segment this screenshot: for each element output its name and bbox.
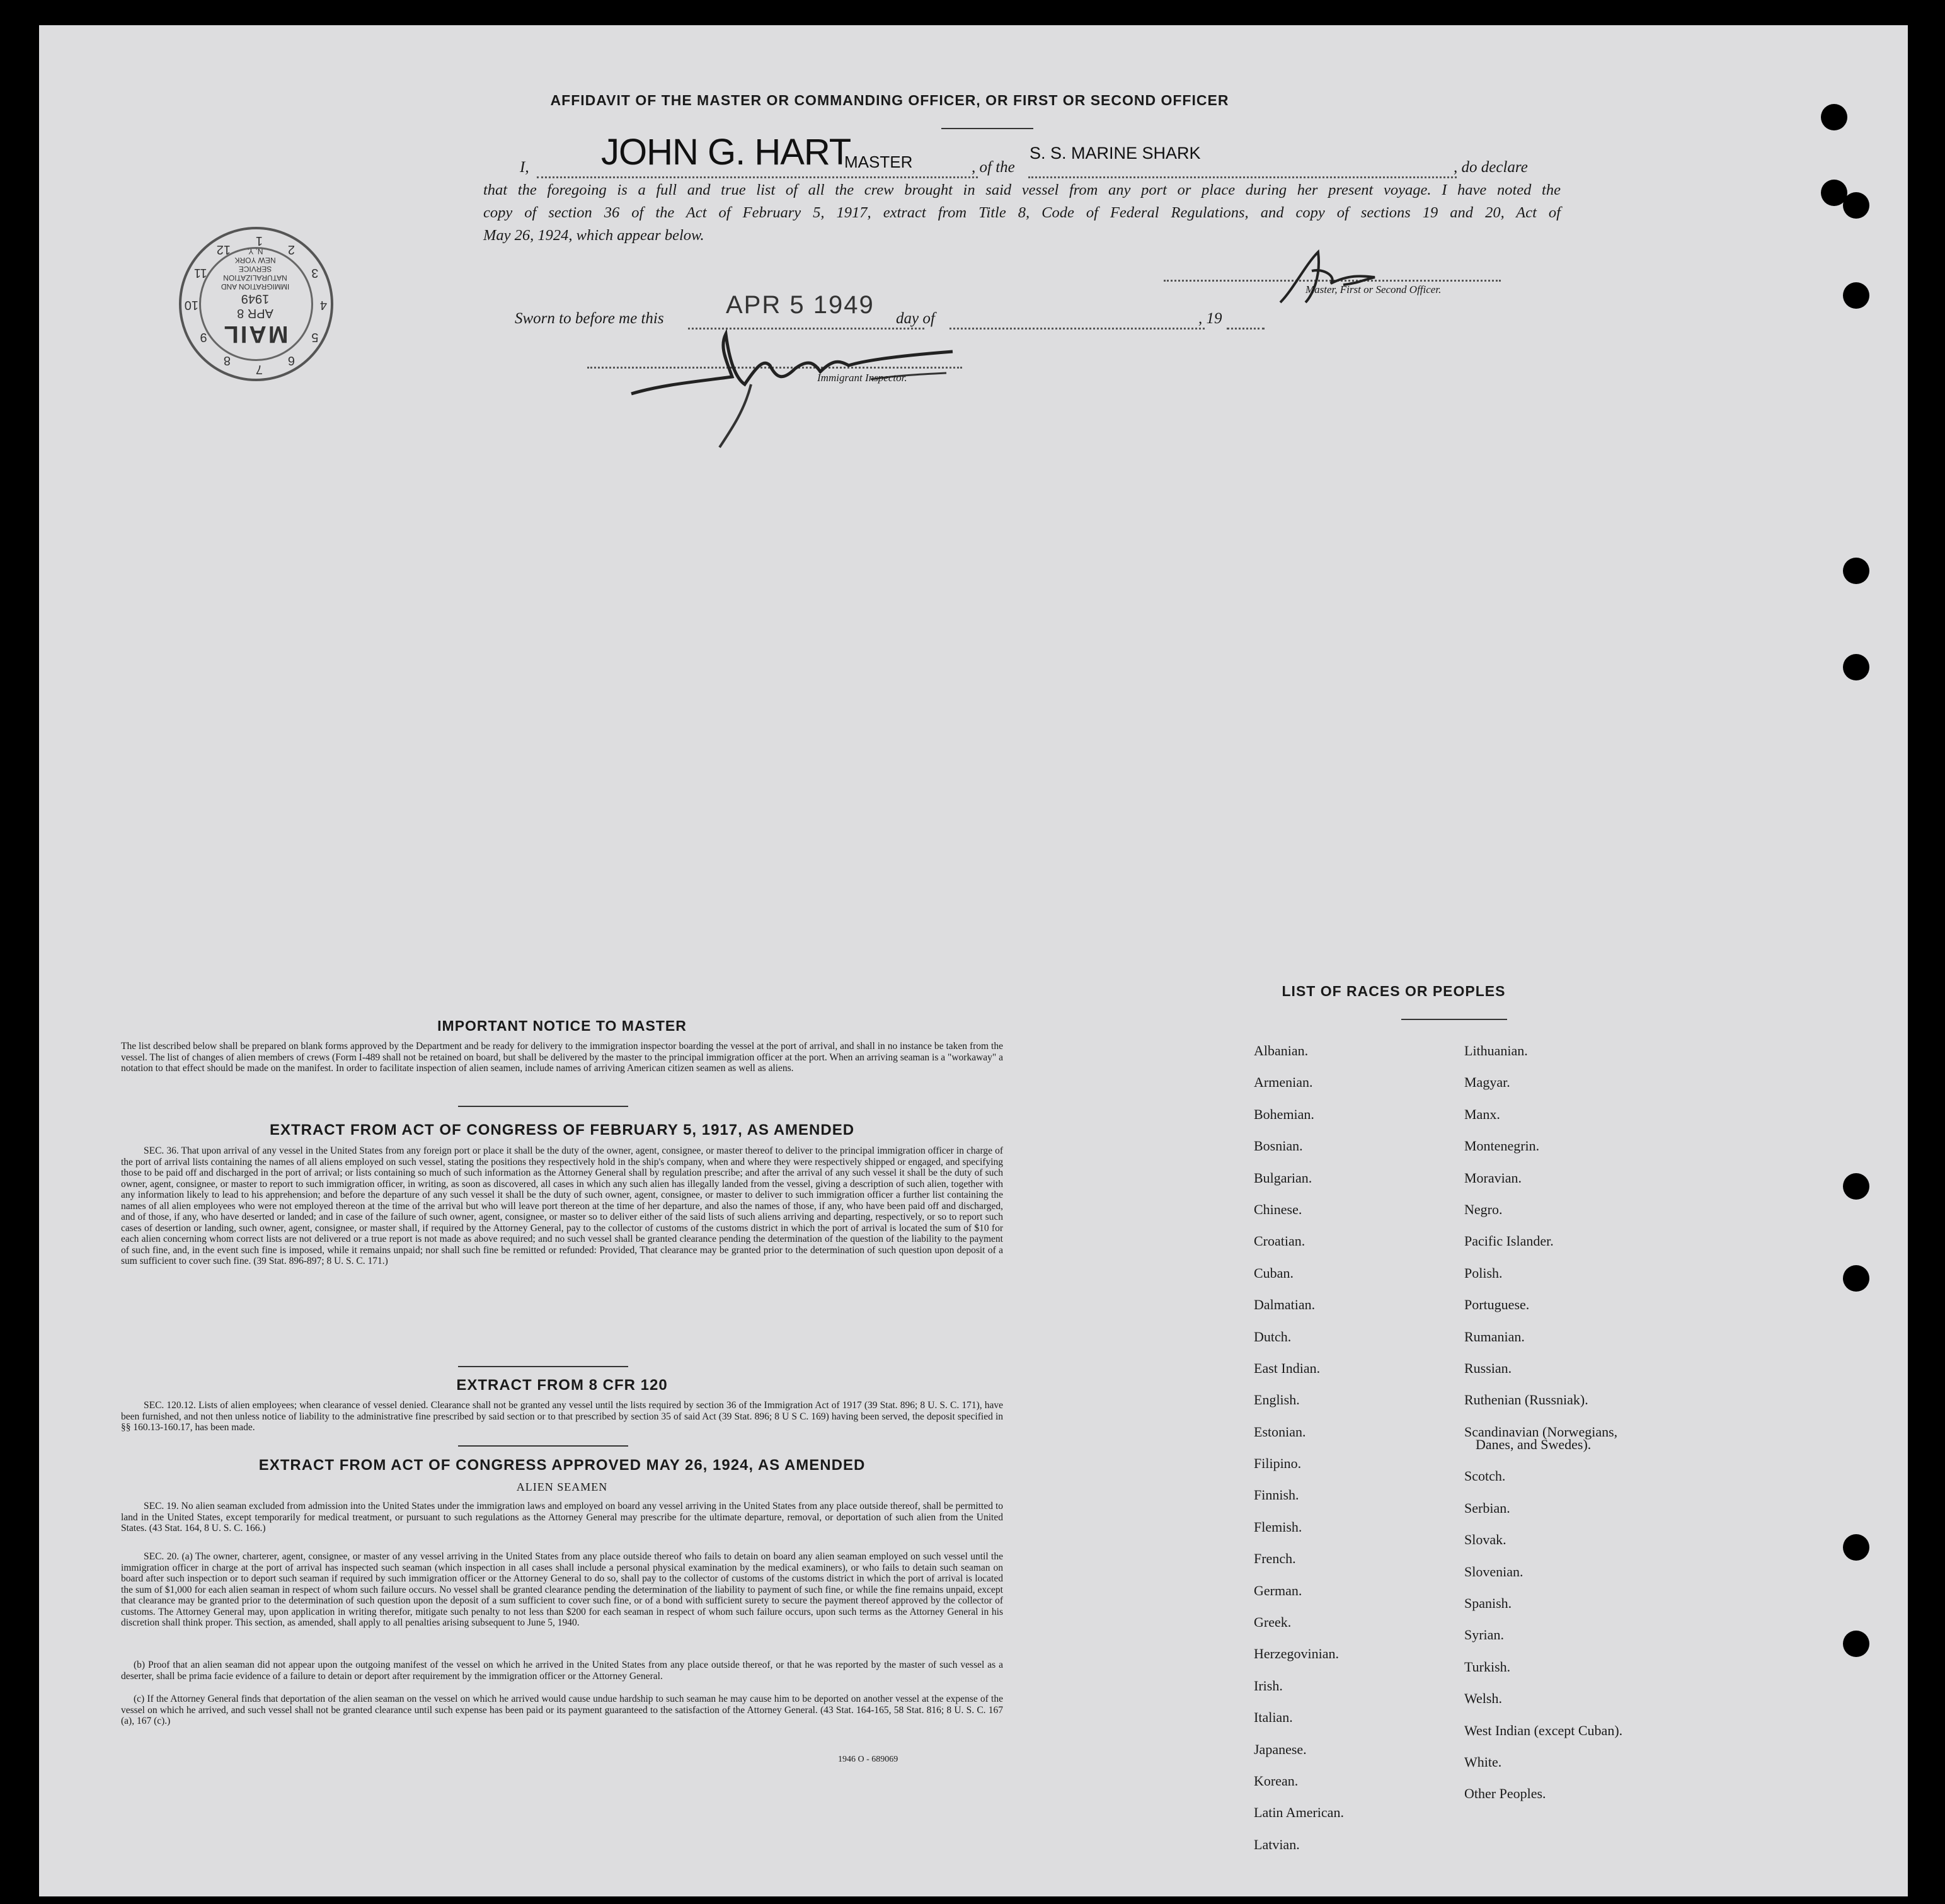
extract-cfr-title: EXTRACT FROM 8 CFR 120 xyxy=(456,1377,668,1394)
master-caption: Master, First or Second Officer. xyxy=(1305,284,1442,295)
year-prefix: , 19 xyxy=(1198,310,1222,327)
race-item: Pacific Islander. xyxy=(1464,1233,1554,1249)
affidavit-pronoun: I, xyxy=(520,159,529,176)
punch-hole xyxy=(1843,654,1869,680)
races-title: LIST OF RACES OR PEOPLES xyxy=(1282,983,1506,999)
notice-body: The list described below shall be prepared on blank forms approved by the Department and be ready for delivery to the immigration inspector boarding the vessel at the port of arrival, and shall in no instance be taken from the vessel. The list of changes of alien members of crews (Form I-489 shall not be retained on board, but shall be delivered by the master to the principal immigration officer at the port. When an arriving seaman is a "workaway" a notation to that effect should be made on the manifest. In order to facilitate inspection of alien seamen, include names of arriving American citizen seamen as well as aliens. xyxy=(121,1041,1003,1074)
sec-20b-body: (b) Proof that an alien seaman did not appear upon the outgoing manifest of the vessel on which he arrived in the United States from any place outside thereof, or that he was reported by the master of such vessel as a deserter, shall be prima facie evidence of a failure to detain or deport after requirement by the immigration officer or the Attorney General. xyxy=(121,1660,1003,1682)
race-item: Bulgarian. xyxy=(1254,1169,1312,1186)
race-item: East Indian. xyxy=(1254,1360,1321,1376)
sec-20c-body: (c) If the Attorney General finds that deportation of the alien seaman on the vessel on which he arrived would cause undue hardship to such seaman he may cause him to be deported on another vessel at the expense of the vessel on which he arrived, and such vessel shall not be granted clearance until such expense has been paid or its payment guaranteed to the satisfaction of the Attorney General. (43 Stat. 164-165, 58 Stat. 816; 8 U. S. C. 167 (a), 167 (c).) xyxy=(121,1694,1003,1726)
race-item: Latvian. xyxy=(1254,1836,1300,1852)
punch-hole xyxy=(1843,192,1869,219)
stamp-line-7: NEW YORK xyxy=(234,256,276,265)
race-item: Lithuanian. xyxy=(1464,1043,1528,1058)
stamp-line-8: N. Y. xyxy=(247,247,263,256)
inspector-caption: Immigrant Inspector. xyxy=(817,372,907,384)
print-code: 1946 O - 689069 xyxy=(838,1755,898,1764)
stamp-hour: 4 xyxy=(319,298,327,312)
race-item: Slovak. xyxy=(1464,1532,1506,1548)
extract-1924-subtitle: ALIEN SEAMEN xyxy=(516,1481,608,1493)
race-item: Other Peoples. xyxy=(1464,1786,1546,1802)
race-item: Bosnian. xyxy=(1254,1138,1303,1154)
stamp-line-5: NATURALIZATION xyxy=(223,273,287,282)
sworn-date-stamp: APR 5 1949 xyxy=(726,291,875,319)
races-rule xyxy=(1401,1019,1507,1020)
stamp-hour: 11 xyxy=(193,266,207,280)
race-item: Slovenian. xyxy=(1464,1563,1523,1580)
affidavit-line-3: May 26, 1924, which appear below. xyxy=(483,227,704,244)
race-item: Armenian. xyxy=(1254,1074,1313,1091)
punch-hole xyxy=(1821,104,1847,130)
race-item: Estonian. xyxy=(1254,1423,1306,1440)
race-item: Magyar. xyxy=(1464,1074,1510,1091)
race-item: French. xyxy=(1254,1551,1296,1567)
race-item: English. xyxy=(1254,1392,1300,1408)
race-item: Italian. xyxy=(1254,1709,1293,1726)
stamp-line-4: IMMIGRATION AND xyxy=(221,282,290,291)
race-item: Syrian. xyxy=(1464,1627,1504,1643)
race-item: Korean. xyxy=(1254,1772,1299,1789)
race-item: Japanese. xyxy=(1254,1741,1307,1757)
race-item: Flemish. xyxy=(1254,1518,1302,1535)
inspector-signature xyxy=(625,321,978,460)
race-item: Manx. xyxy=(1464,1106,1500,1122)
title-rule xyxy=(941,128,1033,129)
stamp-hour: 2 xyxy=(287,242,295,256)
notice-rule xyxy=(458,1106,628,1107)
race-item: Greek. xyxy=(1254,1614,1292,1631)
race-item: Portuguese. xyxy=(1464,1297,1530,1313)
races-column-1 xyxy=(1254,1041,1344,1867)
do-declare-label: , do declare xyxy=(1454,159,1528,176)
sec-20a-body: SEC. 20. (a) The owner, charterer, agent, consignee, or master of any vessel arriving in the United States from any place outside thereof who fails to detain on board any alien seaman employed on such vessel until the immigration officer in charge at the port of arrival has inspected such seaman (which inspection in all cases shall include a personal physical examination by the medical examiners), or who fails to detain such seaman on board after such inspection or to deport such seaman if required by such immigration officer or the Attorney General to do so, shall pay to the collector of customs of the customs district in which the port of arrival is located the sum of $1,000 for each alien seaman in respect of whom such failure occurs. No vessel shall be granted clearance pending the determination of the liability to payment of such fine, or while the fine remains unpaid, except that clearance may be granted prior to the determination of such question upon the deposit of a sum sufficient to cover such fine, or of a bond with sufficient surety to secure the payment thereof approved by the collector of customs. The Attorney General may, upon application in writing therefor, mitigate such penalty to not less than $200 for each seaman in respect of whom such failure occurs, upon such terms as the Attorney General in his discretion shall think proper. This section, as amended, shall apply to all penalties arising subsequent to June 5, 1940. xyxy=(121,1551,1003,1628)
stamp-hour: 10 xyxy=(184,298,198,312)
race-item: Moravian. xyxy=(1464,1169,1522,1186)
race-item: Finnish. xyxy=(1254,1487,1299,1503)
sworn-label: Sworn to before me this xyxy=(515,310,664,327)
notice-title: IMPORTANT NOTICE TO MASTER xyxy=(437,1018,687,1034)
race-item: Herzegovinian. xyxy=(1254,1646,1339,1662)
race-item: West Indian (except Cuban). xyxy=(1464,1722,1623,1738)
document-page xyxy=(39,25,1908,1896)
stamp-hour: 1 xyxy=(255,234,263,248)
affidavit-line-1: that the foregoing is a full and true list of all the crew brought in said vessel from any port or place during her present voyage. I have noted the xyxy=(483,181,1561,198)
master-signature xyxy=(1268,239,1406,309)
stamp-text-block xyxy=(205,247,306,347)
race-item: Negro. xyxy=(1464,1201,1503,1217)
affidavit-title: AFFIDAVIT OF THE MASTER OR COMMANDING OFFICER, OR FIRST OR SECOND OFFICER xyxy=(550,92,1229,108)
extract-1924-title: EXTRACT FROM ACT OF CONGRESS APPROVED MAY 26, 1924, AS AMENDED xyxy=(258,1457,866,1474)
race-item: Welsh. xyxy=(1464,1690,1502,1707)
stamp-line-2: APR 8 xyxy=(237,306,273,320)
race-item: Cuban. xyxy=(1254,1265,1294,1281)
race-item: Bohemian. xyxy=(1254,1106,1314,1122)
race-item: Ruthenian (Russniak). xyxy=(1464,1392,1588,1408)
stamp-line-1: MAIL xyxy=(222,321,289,347)
punch-hole xyxy=(1843,1534,1869,1561)
race-item: Chinese. xyxy=(1254,1201,1302,1217)
extract-1917-rule xyxy=(458,1366,628,1367)
race-item: Montenegrin. xyxy=(1464,1138,1540,1154)
year-line xyxy=(1227,328,1265,330)
punch-hole xyxy=(1843,1173,1869,1200)
month-line xyxy=(950,328,1205,330)
stamp-hour: 12 xyxy=(216,242,231,256)
race-item: Rumanian. xyxy=(1464,1328,1525,1345)
race-item: Dutch. xyxy=(1254,1328,1292,1345)
stamp-hour: 6 xyxy=(287,353,295,368)
extract-1917-body: SEC. 36. That upon arrival of any vessel in the United States from any foreign port or place it shall be the duty of the owner, agent, consignee, or master thereof to deliver to the principal immigration officer in charge of the port of arrival lists containing the names of all aliens employed on such vessel, stating the positions they respectively hold in the ship's company, when and where they were respectively shipped or engaged, and specifying those to be paid off and discharged in the port of arrival; or lists containing so much of such information as the Attorney General shall by regulation prescribe; and after the arrival of any such vessel it shall be the duty of such owner, agent, consignee, or master to report to such immigration officer, in writing, as soon as discovered, all cases in which any such alien has illegally landed from the vessel, giving a description of such alien, together with any information likely to lead to his apprehension; and before the departure of any such vessel it shall be the duty of such owner, agent, consignee, or master to deliver to such immigration officer a further list containing the names of all alien employees who were not employed thereon at the time of the arrival but who will leave port thereon at the time of her departure, and also the names of those, if any, who have been paid off and discharged, and of those, if any, who have deserted or landed; and in case of the failure of such owner, agent, consignee, or master so to deliver either of the said lists of such aliens arriving and departing, respectively, or so to report such cases of desertion or landing, such owner, agent, consignee, or master shall, if required by the Attorney General, pay to the collector of customs of the customs district in which the port of arrival is located the sum of $10 for each alien concerning whom correct lists are not delivered or a true report is not made as above required; and no such vessel shall be granted clearance pending the determination of the question of the liability to the payment of such fine, and, in the event such fine is imposed, while it remains unpaid; nor shall such fine be remitted or refunded: Provided, That clearance may be granted prior to the determination of such question upon deposit of a sum sufficient to cover such fine. (39 Stat. 896-897; 8 U. S. C. 171.) xyxy=(121,1145,1003,1266)
race-item: German. xyxy=(1254,1582,1302,1598)
race-item: Croatian. xyxy=(1254,1233,1305,1249)
stamp-line-6: SERVICE xyxy=(238,265,272,273)
race-item: Scandinavian (Norwegians, xyxy=(1464,1423,1618,1440)
stamp-hour: 5 xyxy=(311,330,319,344)
receipt-stamp xyxy=(179,227,333,381)
punch-hole xyxy=(1843,1265,1869,1292)
race-item: Dalmatian. xyxy=(1254,1297,1316,1313)
master-name: JOHN G. HART xyxy=(601,132,851,173)
stamp-hour: 3 xyxy=(311,266,319,280)
race-item: Scotch. xyxy=(1464,1468,1506,1484)
vessel-name: S. S. MARINE SHARK xyxy=(1030,144,1201,163)
master-rank: MASTER xyxy=(844,152,913,171)
extract-cfr-rule xyxy=(458,1445,628,1447)
day-of-label: day of xyxy=(896,310,935,327)
race-item: Albanian. xyxy=(1254,1043,1309,1058)
race-item: White. xyxy=(1464,1753,1502,1770)
race-item: Polish. xyxy=(1464,1265,1503,1281)
punch-hole xyxy=(1843,282,1869,309)
race-item: Irish. xyxy=(1254,1677,1283,1694)
stamp-hour: 7 xyxy=(255,362,263,376)
stamp-hour: 8 xyxy=(223,353,231,368)
punch-hole xyxy=(1843,1631,1869,1657)
extract-cfr-body: SEC. 120.12. Lists of alien employees; when clearance of vessel denied. Clearance shall not be granted any vessel until the lists required by section 36 of the Immigration Act of 1917 (39 Stat. 896; 8 U. S. C. 171), have been furnished, and not then unless notice of liability to the administrative fine prescribed by said section or to that prescribed by section 35 of said Act (39 Stat. 896; 8 U S C. 169) having been served, the deposit specified in §§ 160.13-160.17, has been made. xyxy=(121,1400,1003,1433)
race-item: Turkish. xyxy=(1464,1658,1511,1675)
race-item: Spanish. xyxy=(1464,1595,1512,1612)
sec-19-body: SEC. 19. No alien seaman excluded from admission into the United States under the immigration laws and employed on board any vessel arriving in the United States from any place outside thereof, shall be permitted to land in the United States, except temporarily for medical treatment, or pursuant to such regulations as the Attorney General may prescribe for the ultimate departure, removal, or deportation of such alien from the United States. (43 Stat. 164, 8 U. S. C. 166.) xyxy=(121,1501,1003,1534)
race-item: Danes, and Swedes). xyxy=(1476,1437,1592,1453)
affidavit-line-2: copy of section 36 of the Act of February 5, 1917, extract from Title 8, Code of Federal Regulations, and copy of sections 19 and 20, Act of xyxy=(483,204,1561,221)
stamp-line-3: 1949 xyxy=(241,292,270,306)
race-item: Filipino. xyxy=(1254,1455,1302,1472)
vessel-line xyxy=(1028,176,1457,178)
race-item: Latin American. xyxy=(1254,1804,1344,1821)
extract-1917-title: EXTRACT FROM ACT OF CONGRESS OF FEBRUARY 5, 1917, AS AMENDED xyxy=(269,1121,855,1138)
of-the-label: , of the xyxy=(972,159,1015,176)
race-item: Serbian. xyxy=(1464,1500,1510,1516)
name-line xyxy=(537,176,978,178)
race-item: Russian. xyxy=(1464,1360,1512,1376)
punch-hole xyxy=(1843,558,1869,584)
races-column-2 xyxy=(1464,1041,1622,1816)
stamp-hour: 9 xyxy=(200,330,207,344)
